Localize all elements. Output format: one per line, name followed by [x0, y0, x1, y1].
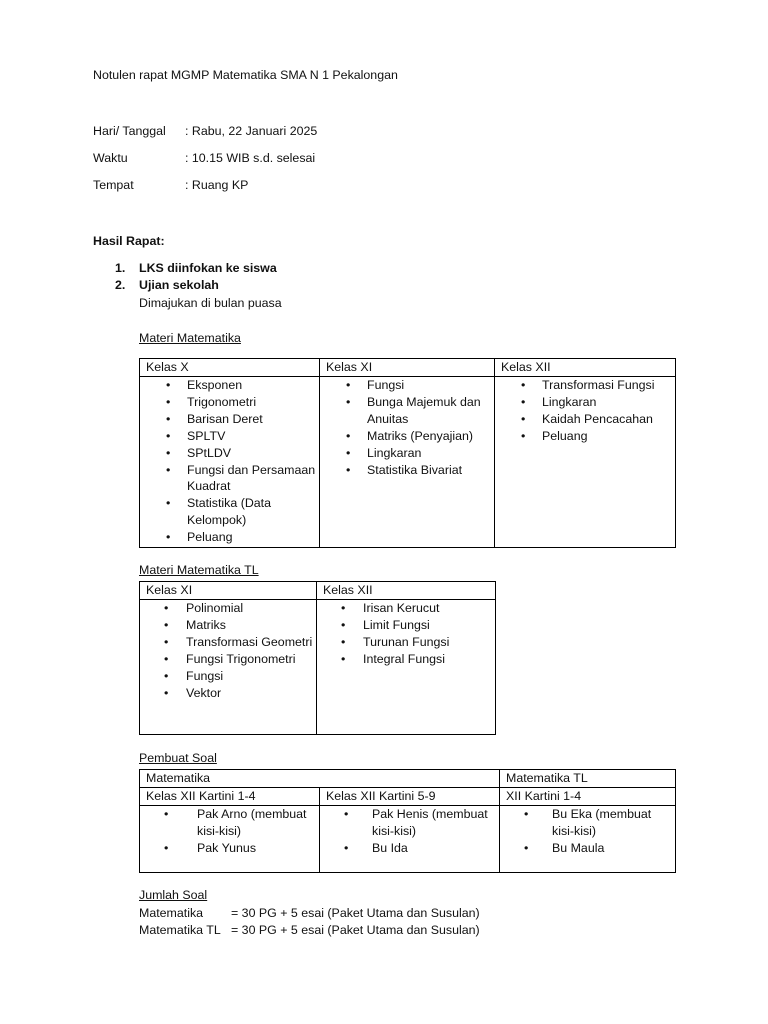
- list-item: • Fungsi Trigonometri: [140, 651, 316, 668]
- pembuat-col-header: Kelas XII Kartini 1-4: [140, 788, 320, 806]
- materi-col-header: Kelas X: [140, 359, 320, 377]
- pembuat-cell: [500, 806, 676, 873]
- pembuat-table: [139, 769, 676, 873]
- materi-cell: [495, 377, 676, 548]
- list-item: • Bu Maula: [500, 840, 675, 857]
- pembuat-cell: [320, 806, 500, 873]
- list-item: • Trigonometri: [140, 394, 319, 411]
- list-item: • Fungsi dan Persamaan Kuadrat: [140, 462, 319, 496]
- materi-tl-col-header: Kelas XII: [317, 582, 496, 600]
- list-item: • Barisan Deret: [140, 411, 319, 428]
- list-item: • Transformasi Geometri: [140, 634, 316, 651]
- list-item: • Transformasi Fungsi: [495, 377, 675, 394]
- pembuat-group-header: Matematika TL: [500, 770, 676, 788]
- list-item: • Statistika Bivariat: [320, 462, 494, 479]
- jumlah-heading: Jumlah Soal: [139, 888, 208, 902]
- list-item: • Bu Eka (membuat kisi-kisi): [500, 806, 675, 840]
- meta-value-time: : 10.15 WIB s.d. selesai: [185, 151, 316, 165]
- list-item: • Pak Arno (membuat kisi-kisi): [140, 806, 319, 840]
- pembuat-col-header: XII Kartini 1-4: [500, 788, 676, 806]
- ujian-note: Dimajukan di bulan puasa: [139, 296, 282, 310]
- list-item: • Vektor: [140, 685, 316, 702]
- list-item: • Fungsi: [140, 668, 316, 685]
- materi-tl-table: [139, 581, 496, 735]
- pembuat-col-header: Kelas XII Kartini 5-9: [320, 788, 500, 806]
- list-item: • Fungsi: [320, 377, 494, 394]
- list-item: • Polinomial: [140, 600, 316, 617]
- list-item: • Irisan Kerucut: [317, 600, 495, 617]
- list-item: • Lingkaran: [320, 445, 494, 462]
- item-number-1: 1.: [115, 261, 126, 275]
- document-title: Notulen rapat MGMP Matematika SMA N 1 Pekalongan: [93, 68, 398, 82]
- list-item: • Matriks: [140, 617, 316, 634]
- item-text-2: Ujian sekolah: [139, 278, 219, 292]
- pembuat-cell: [140, 806, 320, 873]
- item-text-1: LKS diinfokan ke siswa: [139, 261, 277, 275]
- materi-cell: [140, 377, 320, 548]
- hasil-rapat-heading: Hasil Rapat:: [93, 234, 165, 248]
- list-item: • Peluang: [495, 428, 675, 445]
- list-item: • Peluang: [140, 529, 319, 546]
- jumlah-value-1: = 30 PG + 5 esai (Paket Utama dan Susulan): [231, 906, 480, 920]
- materi-tl-cell: [140, 600, 317, 735]
- list-item: • Statistika (Data Kelompok): [140, 495, 319, 529]
- list-item: • Bunga Majemuk dan Anuitas: [320, 394, 494, 428]
- list-item: • Pak Yunus: [140, 840, 319, 857]
- meta-value-date: : Rabu, 22 Januari 2025: [185, 124, 318, 138]
- jumlah-label-2: Matematika TL: [139, 923, 221, 937]
- meta-label-date: Hari/ Tanggal: [93, 124, 166, 138]
- list-item: • SPtLDV: [140, 445, 319, 462]
- materi-tl-cell: [317, 600, 496, 735]
- materi-col-header: Kelas XII: [495, 359, 676, 377]
- materi-table: [139, 358, 676, 548]
- materi-tl-heading: Materi Matematika TL: [139, 563, 259, 577]
- pembuat-heading: Pembuat Soal: [139, 751, 217, 765]
- list-item: • Eksponen: [140, 377, 319, 394]
- list-item: • Turunan Fungsi: [317, 634, 495, 651]
- list-item: • Matriks (Penyajian): [320, 428, 494, 445]
- jumlah-value-2: = 30 PG + 5 esai (Paket Utama dan Susulan): [231, 923, 480, 937]
- item-number-2: 2.: [115, 278, 126, 292]
- meta-label-time: Waktu: [93, 151, 128, 165]
- pembuat-group-header: Matematika: [140, 770, 500, 788]
- jumlah-label-1: Matematika: [139, 906, 204, 920]
- materi-col-header: Kelas XI: [320, 359, 495, 377]
- list-item: • Limit Fungsi: [317, 617, 495, 634]
- list-item: • Kaidah Pencacahan: [495, 411, 675, 428]
- list-item: • Integral Fungsi: [317, 651, 495, 668]
- meta-value-place: : Ruang KP: [185, 178, 249, 192]
- list-item: • Pak Henis (membuat kisi-kisi): [320, 806, 499, 840]
- list-item: • SPLTV: [140, 428, 319, 445]
- materi-heading: Materi Matematika: [139, 331, 241, 345]
- list-item: • Lingkaran: [495, 394, 675, 411]
- meta-label-place: Tempat: [93, 178, 134, 192]
- materi-tl-col-header: Kelas XI: [140, 582, 317, 600]
- list-item: • Bu Ida: [320, 840, 499, 857]
- materi-cell: [320, 377, 495, 548]
